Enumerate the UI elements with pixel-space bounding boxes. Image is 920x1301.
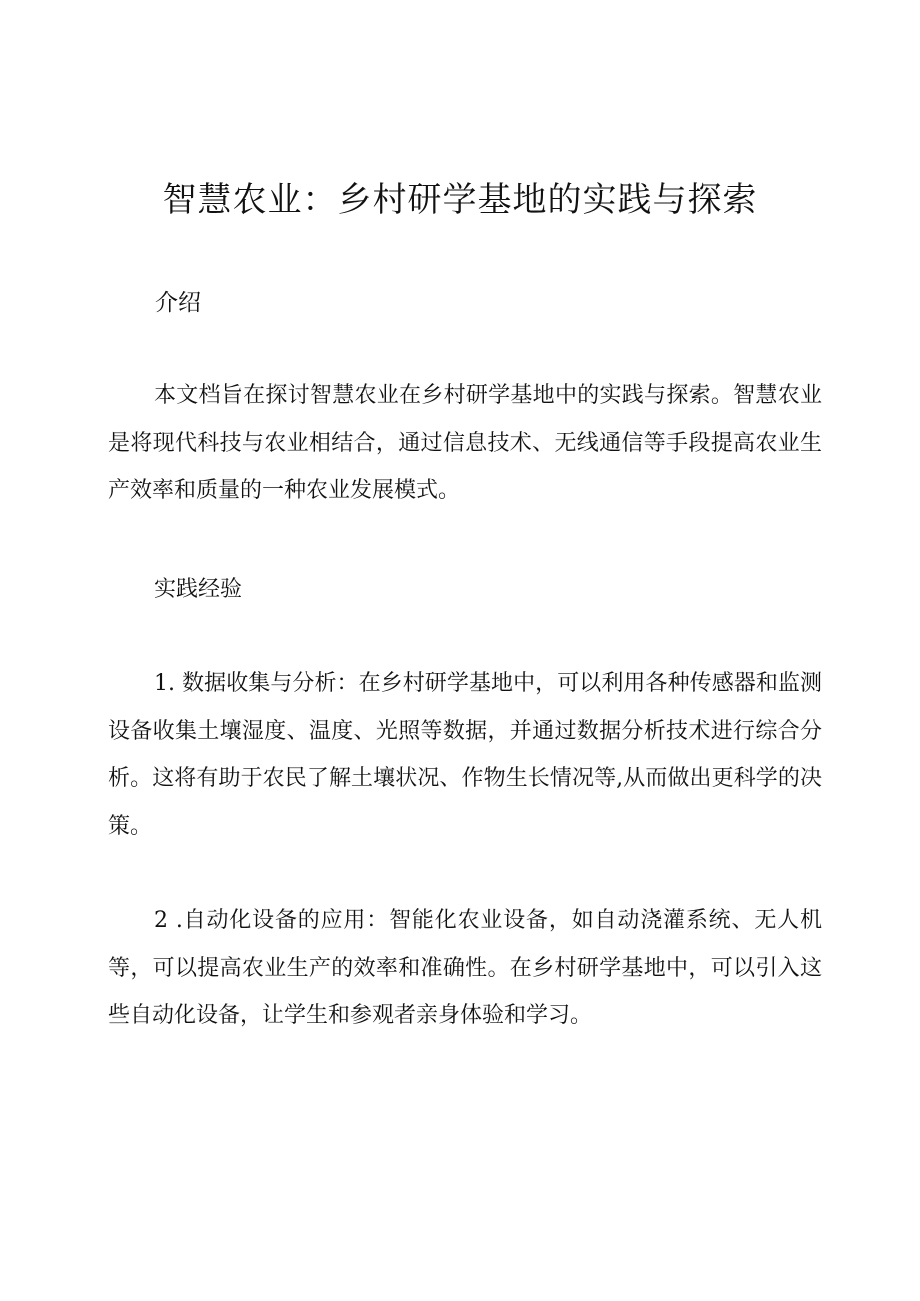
intro-heading: 介绍 <box>155 290 201 316</box>
list-item-data-collection: 1. 数据收集与分析：在乡村研学基地中，可以利用各种传感器和监测设备收集土壤湿度、温度、光照等数据，并通过数据分析技术进行综合分析。这将有助于农民了解土壤状况、作物生长情况等,从而做出更科学的决策。 <box>108 671 822 839</box>
practice-heading: 实践经验 <box>154 577 243 602</box>
document-title: 智慧农业：乡村研学基地的实践与探索 <box>162 180 758 220</box>
intro-paragraph: 本文档旨在探讨智慧农业在乡村研学基地中的实践与探索。智慧农业是将现代科技与农业相结合，通过信息技术、无线通信等手段提高农业生产效率和质量的一种农业发展模式。 <box>108 383 822 503</box>
list-item-automation: 2 .自动化设备的应用：智能化农业设备，如自动浇灌系统、无人机等，可以提高农业生产的效率和准确性。在乡村研学基地中，可以引入这些自动化设备，让学生和参观者亲身体验和学习。 <box>108 908 822 1028</box>
